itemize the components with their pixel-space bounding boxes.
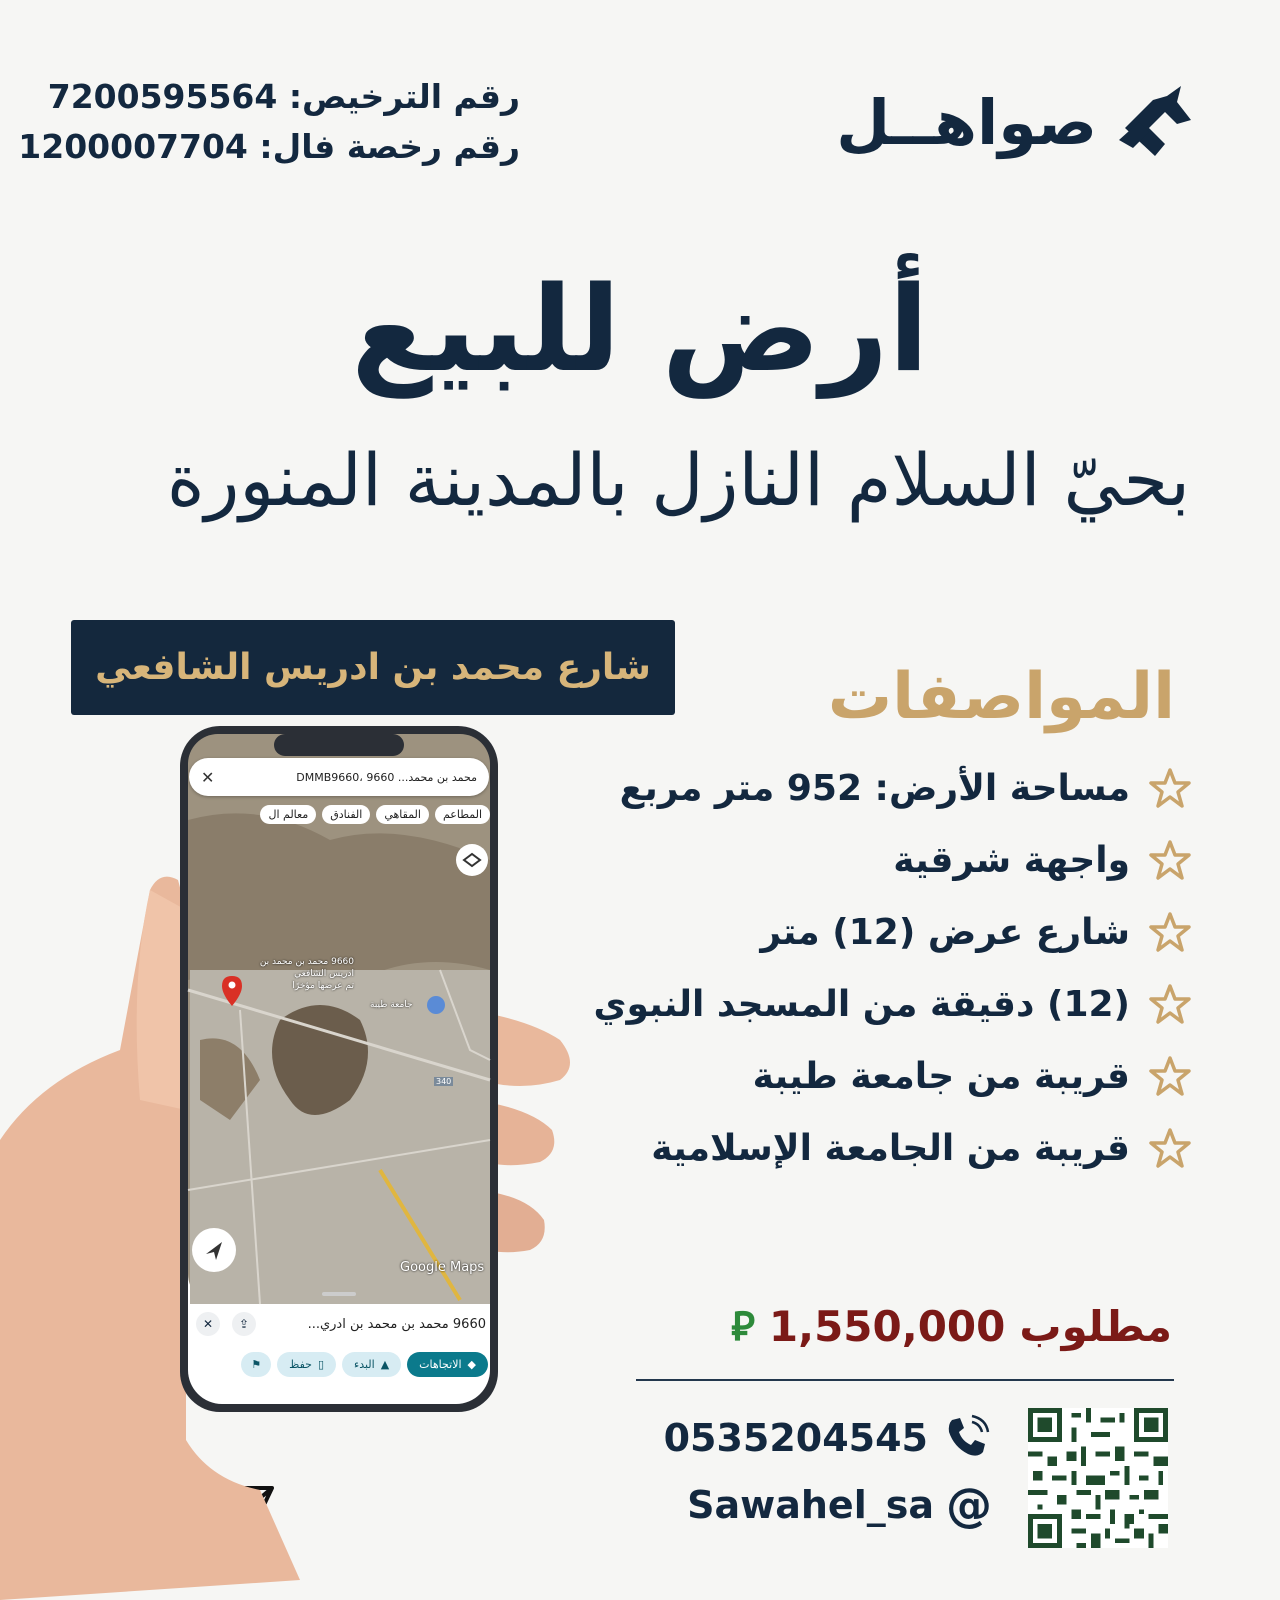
close-icon[interactable]: ✕ <box>196 1312 220 1336</box>
chip-hotels[interactable]: الفنادق <box>322 805 370 824</box>
specs-list <box>552 752 1192 1184</box>
star-icon <box>1148 838 1192 882</box>
poi-label: جامعة طيبة <box>370 1000 413 1010</box>
start-button[interactable] <box>342 1352 401 1377</box>
street-banner <box>71 620 675 715</box>
directions-button[interactable] <box>407 1352 488 1377</box>
google-maps-watermark: Google Maps <box>400 1260 485 1275</box>
divider <box>636 1379 1174 1381</box>
qr-code <box>1028 1408 1168 1548</box>
page-title: أرض للبيع <box>351 260 929 398</box>
phone-icon <box>940 1412 992 1464</box>
pin-label-sub: تم عرضها مؤخرًا <box>292 981 354 991</box>
page-subtitle: بحيّ السلام النازل بالمدينة المنورة <box>166 438 1190 522</box>
fal-license-number: رقم رخصة فال: 1200007704 <box>18 127 520 166</box>
spec-text: قريبة من جامعة طيبة <box>752 1055 1130 1097</box>
spec-item <box>552 1040 1192 1112</box>
street-name: شارع محمد بن ادريس الشافعي <box>95 647 651 688</box>
at-icon: @ <box>946 1478 992 1532</box>
license-info <box>18 72 520 172</box>
directions-icon: ◆ <box>467 1358 476 1371</box>
bookmark-icon: ▯ <box>317 1358 325 1371</box>
map-search-text: محمد بن محمد... 9660 ،DMMB9660 <box>296 770 477 784</box>
star-icon <box>1148 766 1192 810</box>
road-shield: 340 <box>436 1077 452 1086</box>
brand-logo <box>836 82 1195 162</box>
map-search-bar[interactable] <box>189 758 489 796</box>
license-number: رقم الترخيص: 7200595564 <box>47 77 520 116</box>
spec-text: (12) دقيقة من المسجد النبوي <box>593 983 1130 1025</box>
spec-item <box>552 824 1192 896</box>
chip-cafes[interactable]: المقاهي <box>376 805 429 824</box>
star-icon <box>1148 1126 1192 1170</box>
save-button[interactable] <box>277 1352 336 1377</box>
spec-text: مساحة الأرض: 952 متر مربع <box>619 767 1130 809</box>
spec-item <box>552 896 1192 968</box>
spec-text: قريبة من الجامعة الإسلامية <box>651 1127 1130 1169</box>
star-icon <box>1148 1054 1192 1098</box>
start-label: البدء <box>354 1358 375 1371</box>
spec-text: شارع عرض (12) متر <box>760 911 1130 953</box>
spec-item <box>552 752 1192 824</box>
map-pin-label <box>244 956 354 992</box>
chip-landmarks[interactable]: معالم ال <box>260 805 316 824</box>
save-label: حفظ <box>289 1358 312 1371</box>
riyal-icon: ⃁ <box>731 1304 755 1350</box>
spec-item <box>552 1112 1192 1184</box>
close-icon[interactable]: ✕ <box>201 767 215 787</box>
brand-name: صواهــل <box>836 85 1097 159</box>
price <box>731 1300 1172 1352</box>
pin-label-title: 9660 محمد بن محمد بن ادريس الشافعي <box>259 957 354 979</box>
phone-contact[interactable] <box>664 1412 992 1464</box>
hand-illustration <box>0 720 580 1600</box>
directions-label: الاتجاهات <box>419 1358 462 1371</box>
price-label: مطلوب <box>1019 1301 1172 1351</box>
phone-number[interactable]: 0535204545 <box>663 1416 928 1460</box>
phone-illustration <box>0 720 580 1600</box>
star-icon <box>1148 910 1192 954</box>
spec-item <box>552 968 1192 1040</box>
place-title: 9660 محمد بن محمد بن ادري... <box>307 1316 486 1332</box>
place-sheet-header <box>196 1312 486 1336</box>
map-category-chips <box>188 805 490 824</box>
chip-restaurants[interactable]: المطاعم <box>435 805 490 824</box>
share-icon[interactable]: ⇪ <box>232 1312 256 1336</box>
price-amount: 1,550,000 <box>768 1301 1006 1351</box>
handle-text[interactable]: Sawahel_sa <box>687 1483 934 1527</box>
spec-text: واجهة شرقية <box>893 839 1130 881</box>
flag-icon: ⚑ <box>251 1358 262 1371</box>
specs-heading: المواصفات <box>827 660 1175 734</box>
navigation-arrow-icon: ▲ <box>380 1358 390 1371</box>
logo-mark-icon <box>1115 82 1195 162</box>
place-actions <box>188 1352 488 1377</box>
flag-button[interactable] <box>241 1352 271 1377</box>
star-icon <box>1148 982 1192 1026</box>
social-handle[interactable] <box>687 1478 992 1532</box>
